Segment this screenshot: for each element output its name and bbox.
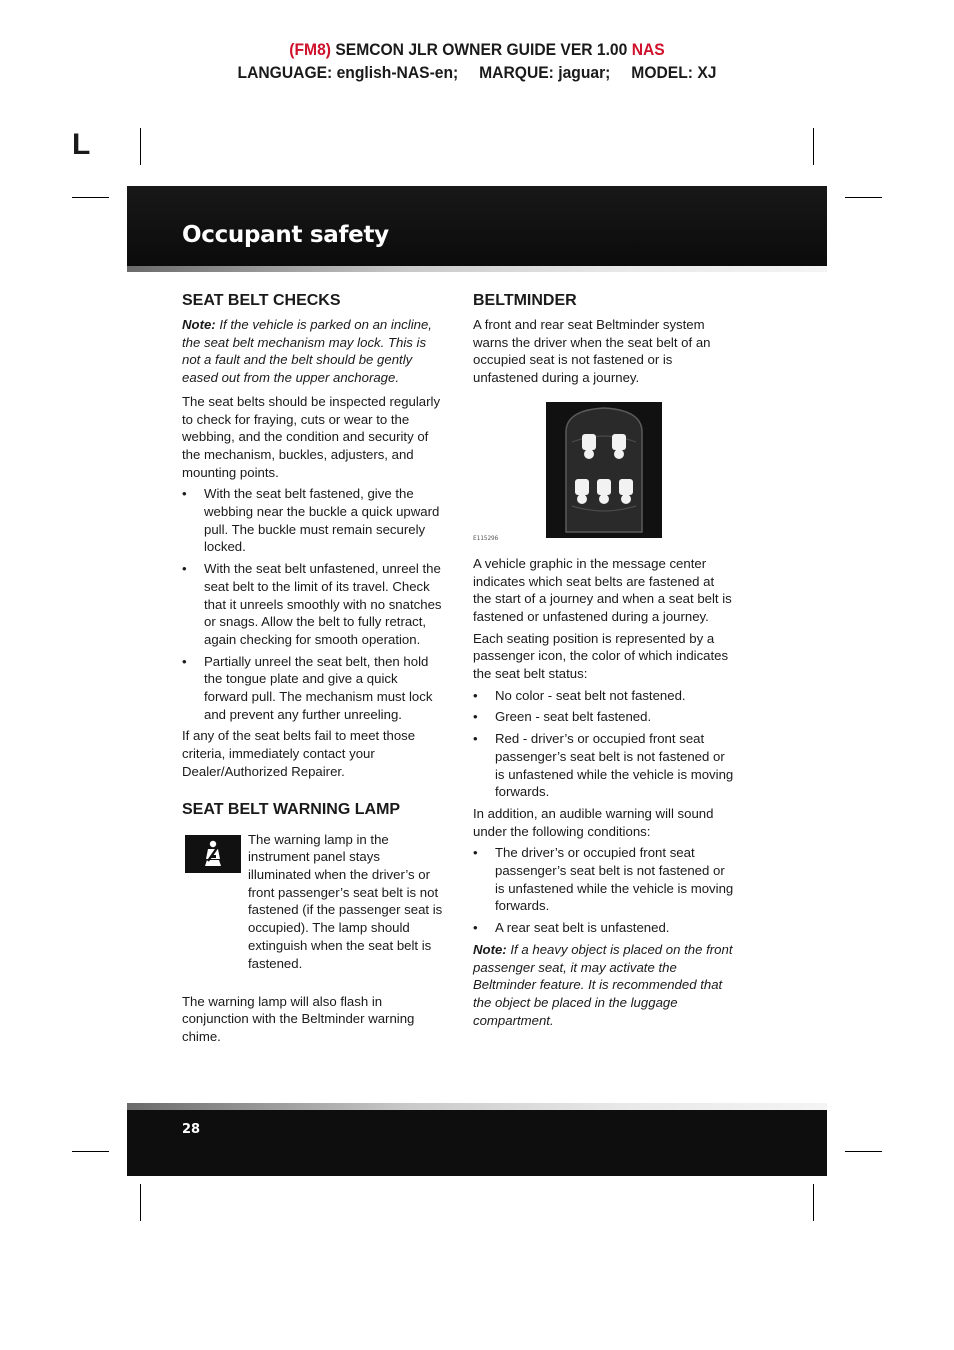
crop-mark bbox=[72, 197, 109, 198]
list-item: • Green - seat belt fastened. bbox=[473, 708, 735, 726]
checks-note bbox=[182, 316, 444, 387]
header-market: NAS bbox=[631, 40, 665, 59]
audible-list bbox=[473, 844, 735, 937]
checks-outro: If any of the seat belts fail to meet those criteria, immediately contact your Dealer/Authorized Repairer. bbox=[182, 728, 416, 779]
list-item: • Red - driver’s or occupied front seat passenger’s seat belt is not fastened or is unfastened while the vehicle is moving forwards. bbox=[473, 730, 735, 801]
warning-lamp-flash: The warning lamp will also flash in conjunction with the Beltminder warning chime. bbox=[182, 993, 415, 1044]
document-header-line1 bbox=[38, 40, 916, 60]
banner-shadow bbox=[127, 266, 827, 272]
page-number: 28 bbox=[182, 1122, 201, 1137]
vehicle-graphic bbox=[546, 402, 662, 538]
right-column bbox=[473, 292, 735, 1033]
warning-lamp-description: The warning lamp in the instrument panel stays illuminated when the driver’s or front passenger’s seat belt is not fastened (if the passenger seat is occupied). The lamp should extinguish when the seat belt is fastened. bbox=[248, 831, 443, 971]
header-marque: MARQUE: jaguar; bbox=[479, 63, 611, 82]
header-guide-title: SEMCON JLR OWNER GUIDE VER 1.00 bbox=[335, 40, 628, 59]
crop-mark bbox=[813, 1184, 814, 1221]
note-text: If the vehicle is parked on an incline, the seat belt mechanism may lock. This is not a fault and the belt should be gently eased out from the upper anchorage. bbox=[182, 317, 432, 386]
icon-description: Each seating position is represented by a passenger icon, the color of which indicates the seat belt status: bbox=[473, 630, 729, 682]
beltminder-figure bbox=[473, 397, 735, 547]
seat-belt-warning-lamp-icon bbox=[185, 835, 241, 873]
header-fm-code: (FM8) bbox=[289, 40, 331, 59]
graphic-description: A vehicle graphic in the message center indicates which seat belts are fastened at the start of a journey and when a seat belt is fastened or unfastened during a journey. bbox=[473, 555, 732, 624]
list-item: • With the seat belt unfastened, unreel the seat belt to the limit of its travel. Check that it unreels smoothly with no snatches or snags. Allow the belt to fully retract, again checking for smooth operation. bbox=[182, 560, 444, 649]
note-label: Note: bbox=[473, 941, 507, 957]
left-column bbox=[182, 292, 444, 1050]
footer-shadow bbox=[127, 1103, 827, 1110]
audible-intro: In addition, an audible warning will sound under the following conditions: bbox=[473, 805, 714, 839]
list-item: • The driver’s or occupied front seat passenger’s seat belt is not fastened or is unfastened while the vehicle is moving forwards. bbox=[473, 844, 735, 915]
beltminder-note bbox=[473, 941, 735, 1030]
crop-mark bbox=[140, 1184, 141, 1221]
list-item: • A rear seat belt is unfastened. bbox=[473, 919, 735, 937]
beltminder-intro: A front and rear seat Beltminder system warns the driver when the seat belt of an occupied seat is not fastened or is unfastened during a journey. bbox=[473, 317, 711, 386]
seat-belt-checks-heading: SEAT BELT CHECKS bbox=[182, 292, 341, 309]
header-model: MODEL: XJ bbox=[631, 63, 717, 82]
warning-lamp-heading: SEAT BELT WARNING LAMP bbox=[182, 800, 401, 818]
document-header-line2 bbox=[38, 63, 916, 83]
checks-list bbox=[182, 485, 444, 723]
beltminder-heading: BELTMINDER bbox=[473, 292, 577, 309]
list-item: • No color - seat belt not fastened. bbox=[473, 687, 735, 705]
note-label: Note: bbox=[182, 317, 216, 332]
crop-mark bbox=[140, 128, 141, 165]
corner-mark: L bbox=[72, 128, 91, 161]
crop-mark bbox=[813, 128, 814, 165]
crop-mark bbox=[72, 1151, 109, 1152]
figure-code: E115296 bbox=[473, 534, 499, 542]
warning-lamp-block bbox=[182, 831, 444, 981]
checks-intro: The seat belts should be inspected regularly to check for fraying, cuts or wear to the webbing, and the condition and security of the mechanism, buckles, adjusters, and mounting points. bbox=[182, 393, 441, 480]
crop-mark bbox=[845, 1151, 882, 1152]
crop-mark bbox=[845, 197, 882, 198]
list-item: • Partially unreel the seat belt, then hold the tongue plate and give a quick forward pull. The mechanism must lock and prevent any further unreeling. bbox=[182, 653, 444, 724]
note-text: If a heavy object is placed on the front passenger seat, it may activate the Beltminder feature. It is recommended that the object be placed in the luggage compartment. bbox=[473, 941, 733, 1028]
list-item: • With the seat belt fastened, give the webbing near the buckle a quick upward pull. The buckle must remain securely locked. bbox=[182, 485, 444, 556]
status-list bbox=[473, 687, 735, 801]
section-banner bbox=[127, 186, 827, 266]
section-title: Occupant safety bbox=[182, 222, 389, 248]
page-footer bbox=[127, 1110, 827, 1176]
header-language: LANGUAGE: english-NAS-en; bbox=[237, 63, 459, 82]
